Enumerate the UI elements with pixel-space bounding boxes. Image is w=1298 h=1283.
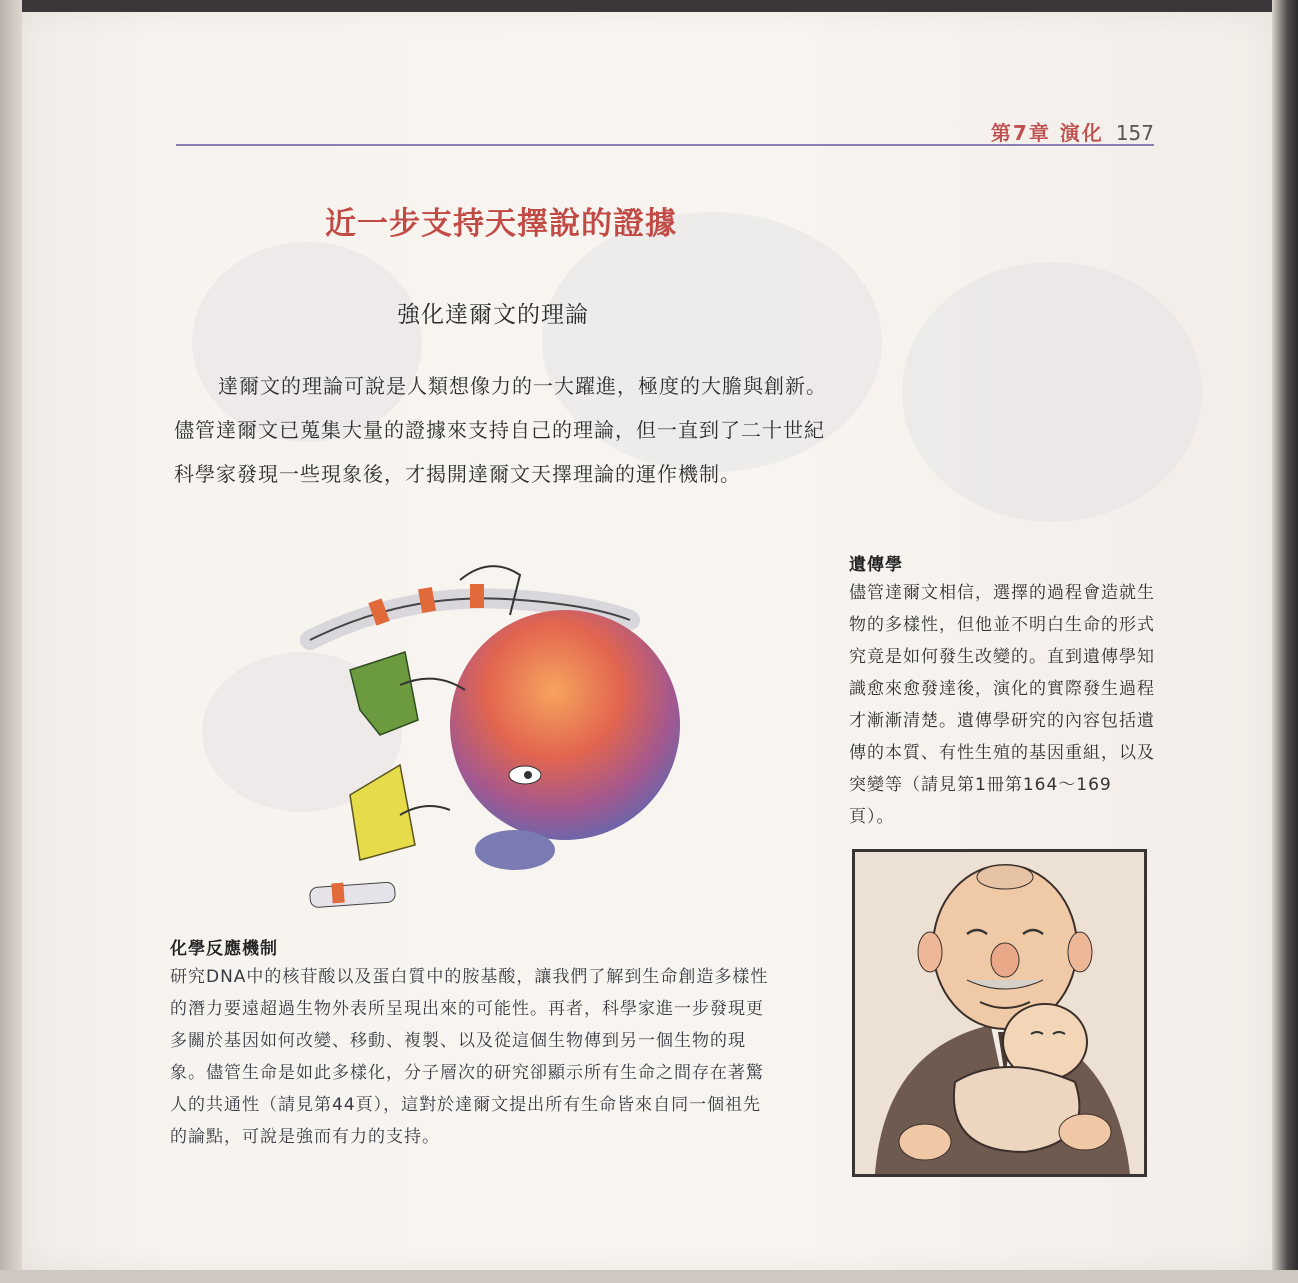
chemistry-section (170, 934, 770, 1153)
chemistry-body: 研究DNA中的核苷酸以及蛋白質中的胺基酸，讓我們了解到生命創造多樣性的潛力要遠超過生物外表所呈現出來的可能性。再者，科學家進一步發現更多關於基因如何改變、移動、複製、以及從這個生物傳到另一個生物的現象。儘管生命是如此多樣化，分子層次的研究卻顯示所有生命之間存在著驚人的共通性（請見第44頁），這對於達爾文提出所有生命皆來自同一個祖先的論點，可說是強而有力的支持。 (170, 967, 769, 1147)
book-edge-top (0, 0, 1298, 12)
section-title: 近一步支持天擇說的證據 (325, 206, 677, 242)
page-number: 157 (1115, 121, 1154, 145)
genetics-section (849, 550, 1157, 833)
grandfather-baby-illustration (852, 849, 1147, 1177)
section-subtitle: 強化達爾文的理論 (397, 302, 589, 328)
chapter-title: 第7章 演化 (990, 121, 1104, 145)
book-edge-bottom (0, 1270, 1298, 1283)
genetics-body: 儘管達爾文相信，選擇的過程會造就生物的多樣性，但他並不明白生命的形式究竟是如何發生改變的。直到遺傳學知識愈來愈發達後，演化的實際發生過程才漸漸清楚。遺傳學研究的內容包括遺傳的本質、有性生殖的基因重組，以及突變等（請見第1冊第164～169頁）。 (849, 583, 1155, 827)
chemistry-heading: 化學反應機制 (170, 939, 278, 959)
background-faded-figure (902, 262, 1202, 522)
book-edge-right (1272, 0, 1298, 1283)
book-spine-shadow (0, 0, 22, 1283)
genetics-heading: 遺傳學 (849, 555, 903, 575)
molecule-cartoon-illustration (290, 560, 690, 920)
running-header (991, 117, 1154, 146)
intro-paragraph: 達爾文的理論可說是人類想像力的一大躍進，極度的大膽與創新。儘管達爾文已蒐集大量的證據來支持自己的理論，但一直到了二十世紀科學家發現一些現象後，才揭開達爾文天擇理論的運作機制。 (174, 374, 827, 486)
